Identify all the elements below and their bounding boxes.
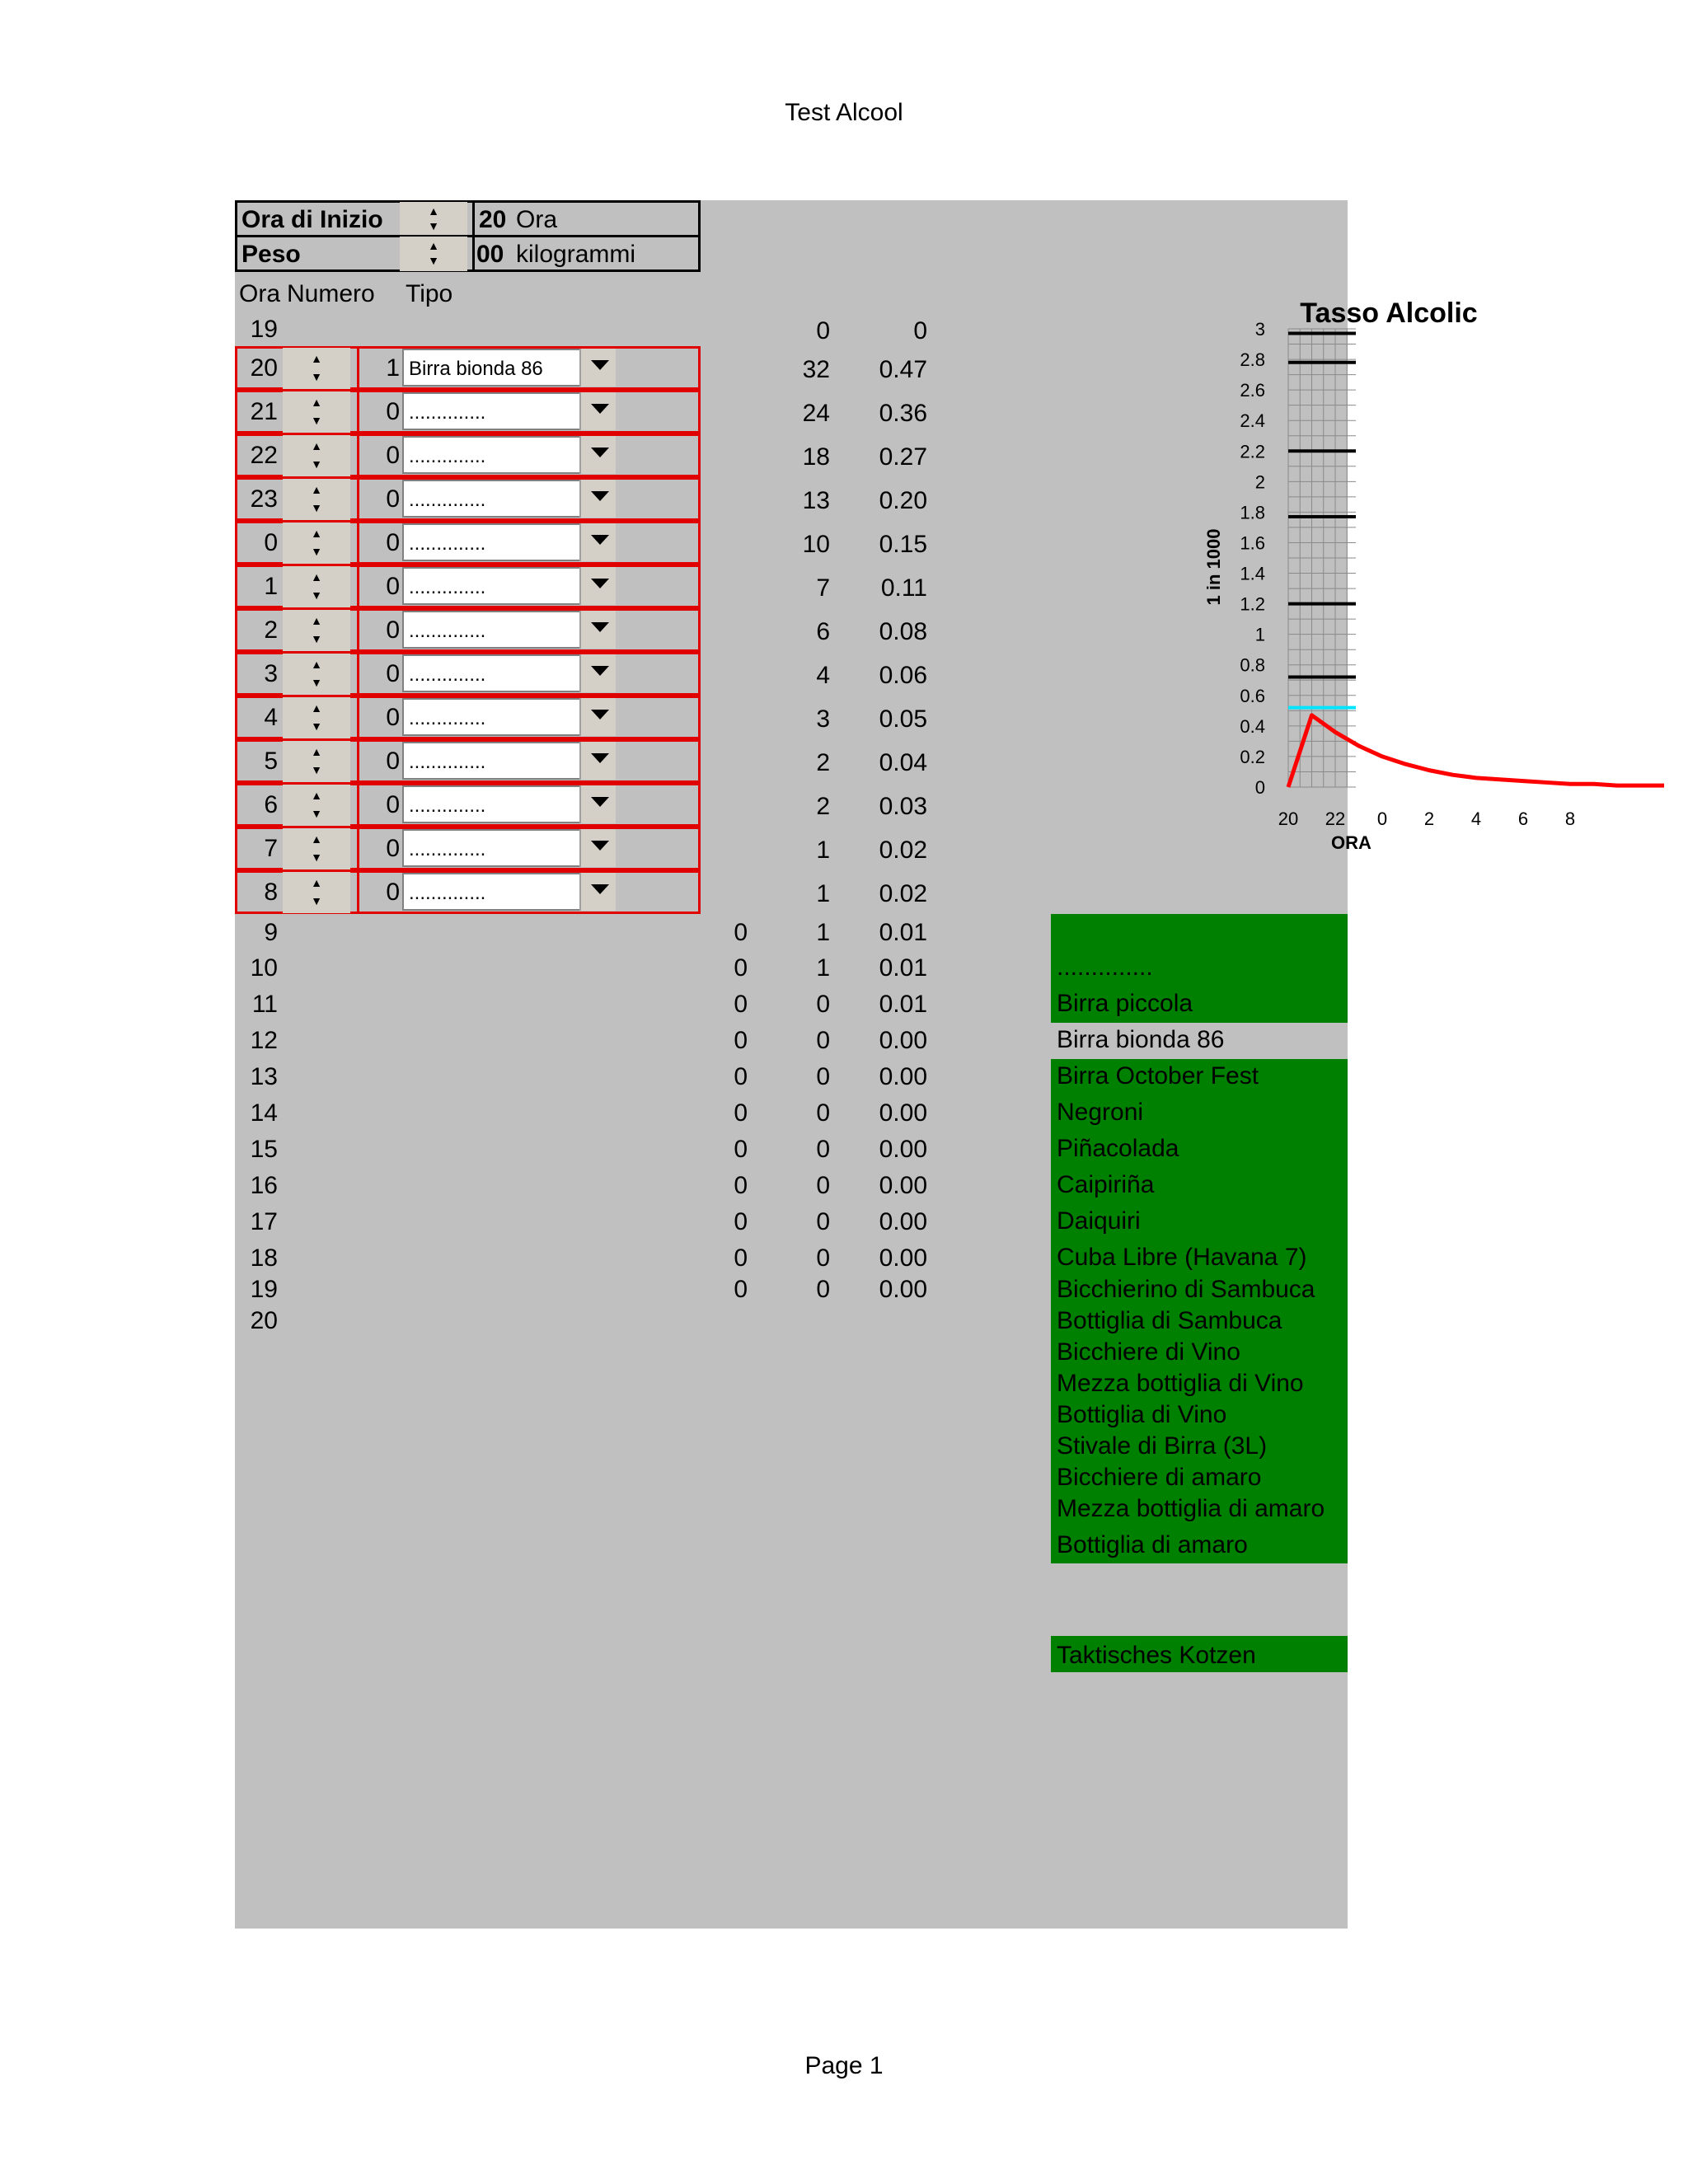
- count-cell: 0: [386, 398, 400, 425]
- y-tick-label: 0: [1254, 777, 1265, 798]
- value-cell: 7: [816, 574, 830, 602]
- drink-list-item[interactable]: Mezza bottiglia di amaro: [1057, 1495, 1325, 1522]
- drink-list-item[interactable]: Stivale di Birra (3L): [1057, 1432, 1268, 1460]
- count-cell: 0: [386, 573, 400, 600]
- dropdown-button[interactable]: [579, 873, 616, 911]
- chevron-down-icon: [591, 404, 609, 414]
- hour-cell: 19: [250, 316, 278, 343]
- start-hour-label: Ora di Inizio: [241, 206, 383, 233]
- value-cell: 0.00: [879, 1244, 927, 1272]
- drink-type-value: ..............: [409, 838, 486, 860]
- x-tick-label: 4: [1470, 808, 1482, 829]
- value-cell: 0: [816, 1099, 830, 1127]
- value-cell: 0: [913, 317, 927, 344]
- spin-up-icon[interactable]: ▲: [311, 352, 322, 365]
- value-cell: 0: [816, 1136, 830, 1163]
- hour-cell: 13: [250, 1063, 278, 1090]
- drink-type-value: ..............: [409, 532, 486, 555]
- spin-down-icon[interactable]: ▼: [311, 588, 322, 602]
- drink-type-value: ..............: [409, 794, 486, 817]
- spin-up-icon[interactable]: ▲: [311, 745, 322, 758]
- drink-type-select[interactable]: [402, 480, 584, 518]
- count-cell: 0: [386, 879, 400, 906]
- drink-type-value: ..............: [409, 707, 486, 729]
- y-tick-label: 1.6: [1240, 532, 1265, 554]
- value-cell: 4: [816, 662, 830, 689]
- chevron-down-icon: [591, 884, 609, 894]
- value-cell: 0.00: [879, 1208, 927, 1235]
- hour-cell: 6: [264, 791, 278, 818]
- value-cell: 0.01: [879, 919, 927, 946]
- value-cell: 0.00: [879, 1063, 927, 1090]
- dropdown-button[interactable]: [579, 436, 616, 474]
- weight-spinner[interactable]: [400, 237, 467, 271]
- y-tick-label: 0.8: [1240, 654, 1265, 676]
- value-cell: 0.00: [879, 1276, 927, 1303]
- spin-down-icon[interactable]: ▼: [311, 807, 322, 820]
- count-spinner[interactable]: [283, 348, 350, 389]
- chevron-down-icon: [591, 491, 609, 501]
- value-cell: 0: [816, 1244, 830, 1272]
- chevron-down-icon: [591, 535, 609, 545]
- spin-up-icon[interactable]: ▲: [311, 439, 322, 452]
- spin-down-icon[interactable]: ▼: [311, 851, 322, 864]
- value-cell: 0.00: [879, 1027, 927, 1054]
- spin-down-icon[interactable]: ▼: [311, 719, 322, 733]
- count-cell: 0: [386, 442, 400, 469]
- chart-grid: [1288, 329, 1356, 787]
- dropdown-button[interactable]: [579, 829, 616, 867]
- spin-down-icon[interactable]: ▼: [311, 676, 322, 689]
- value-cell: 0.00: [879, 1099, 927, 1127]
- drink-type-value: ..............: [409, 751, 486, 773]
- count-spinner[interactable]: [283, 523, 350, 564]
- drink-list-item[interactable]: Birra piccola: [1057, 990, 1193, 1017]
- spin-up-icon[interactable]: ▲: [311, 876, 322, 889]
- spin-up-icon[interactable]: ▲: [428, 204, 439, 218]
- value-cell: 0.03: [879, 793, 927, 820]
- value-cell: 0: [816, 1063, 830, 1090]
- y-tick-label: 2.4: [1240, 410, 1265, 432]
- y-tick-label: 2.6: [1240, 380, 1265, 401]
- drink-list-item[interactable]: Cuba Libre (Havana 7): [1057, 1244, 1307, 1271]
- x-tick-label: 6: [1517, 808, 1529, 829]
- value-cell: 1: [816, 954, 830, 982]
- hour-cell: 19: [250, 1276, 278, 1303]
- drink-type-select[interactable]: [402, 349, 584, 387]
- x-tick-label: 2: [1423, 808, 1435, 829]
- count-cell: 0: [386, 529, 400, 556]
- drink-type-select[interactable]: [402, 654, 584, 692]
- value-cell: 0: [734, 1208, 748, 1235]
- spin-down-icon[interactable]: ▼: [311, 501, 322, 514]
- weight-label: Peso: [241, 241, 301, 268]
- y-tick-label: 0.2: [1240, 746, 1265, 767]
- drink-list-item[interactable]: Bottiglia di Sambuca: [1057, 1307, 1282, 1334]
- col-type-header: Tipo: [406, 280, 453, 307]
- value-cell: 0: [734, 1276, 748, 1303]
- x-tick-label: 20: [1278, 808, 1299, 829]
- start-hour-value[interactable]: 20: [479, 206, 507, 233]
- value-cell: 0: [734, 954, 748, 982]
- dropdown-button[interactable]: [579, 742, 616, 780]
- count-spinner[interactable]: [283, 566, 350, 607]
- y-tick-label: 0.6: [1240, 685, 1265, 706]
- value-cell: 0.27: [879, 443, 927, 471]
- sheet-area: [235, 200, 1576, 1929]
- spin-up-icon[interactable]: ▲: [311, 527, 322, 540]
- spin-up-icon[interactable]: ▲: [311, 614, 322, 627]
- dropdown-button[interactable]: [579, 785, 616, 823]
- drink-type-select[interactable]: [402, 742, 584, 780]
- y-tick-label: 1.8: [1240, 502, 1265, 523]
- spin-down-icon[interactable]: ▼: [311, 414, 322, 427]
- value-cell: 0.04: [879, 749, 927, 776]
- value-cell: 0: [816, 1172, 830, 1199]
- hour-cell: 17: [250, 1208, 278, 1235]
- drink-type-value: ..............: [409, 882, 486, 904]
- chart-x-ticks: [1278, 808, 1575, 829]
- value-cell: 0: [734, 1172, 748, 1199]
- drink-type-select[interactable]: [402, 611, 584, 649]
- value-cell: 0: [816, 991, 830, 1018]
- hour-cell: 16: [250, 1172, 278, 1199]
- extra-list-item[interactable]: Taktisches Kotzen: [1057, 1642, 1256, 1669]
- spin-down-icon[interactable]: ▼: [311, 763, 322, 776]
- chevron-down-icon: [591, 579, 609, 588]
- value-cell: 24: [802, 400, 830, 427]
- spin-down-icon[interactable]: ▼: [311, 457, 322, 471]
- chevron-down-icon: [591, 622, 609, 632]
- count-spinner[interactable]: [283, 654, 350, 695]
- x-tick-label: 22: [1325, 808, 1346, 829]
- y-tick-label: 2: [1254, 471, 1265, 493]
- count-cell: 0: [386, 704, 400, 731]
- drink-list-item[interactable]: Birra October Fest: [1057, 1062, 1259, 1090]
- hour-cell: 8: [264, 879, 278, 906]
- chart-y-axis-label: 1 in 1000: [1203, 528, 1224, 606]
- count-spinner[interactable]: [283, 828, 350, 869]
- weight-row: [235, 235, 701, 272]
- drink-list-item[interactable]: ..............: [1057, 954, 1153, 981]
- value-cell: 1: [816, 919, 830, 946]
- y-tick-label: 1.2: [1240, 593, 1265, 615]
- dropdown-button[interactable]: [579, 392, 616, 430]
- hour-cell: 15: [250, 1136, 278, 1163]
- value-cell: 0.47: [879, 356, 927, 383]
- spin-down-icon[interactable]: ▼: [311, 545, 322, 558]
- count-cell: 0: [386, 616, 400, 644]
- spin-down-icon[interactable]: ▼: [428, 219, 439, 232]
- count-cell: 0: [386, 660, 400, 687]
- value-cell: 0: [734, 1136, 748, 1163]
- drink-type-select[interactable]: [402, 523, 584, 561]
- col-number-header: Numero: [287, 280, 375, 307]
- y-tick-label: 2.2: [1240, 441, 1265, 462]
- value-cell: 0: [816, 1276, 830, 1303]
- value-cell: 0: [816, 1208, 830, 1235]
- count-spinner[interactable]: [283, 785, 350, 826]
- y-tick-label: 1.4: [1240, 563, 1265, 584]
- start-hour-unit: Ora: [516, 206, 558, 233]
- value-cell: 0.05: [879, 705, 927, 733]
- spin-up-icon[interactable]: ▲: [311, 396, 322, 409]
- drink-list-item[interactable]: Bicchierino di Sambuca: [1057, 1276, 1315, 1303]
- drink-list-item[interactable]: Bicchiere di amaro: [1057, 1464, 1262, 1491]
- chevron-down-icon: [591, 841, 609, 851]
- hour-cell: 21: [250, 398, 278, 425]
- value-cell: 6: [816, 618, 830, 645]
- page-footer: Page 1: [804, 2052, 884, 2079]
- value-cell: 0.15: [879, 531, 927, 558]
- start-hour-row: [235, 200, 701, 237]
- drink-type-value: ..............: [409, 663, 486, 686]
- value-cell: 0.11: [880, 574, 927, 602]
- hour-cell: 23: [250, 485, 278, 513]
- value-cell: 0: [734, 1063, 748, 1090]
- y-tick-label: 1: [1254, 624, 1265, 645]
- hour-cell: 4: [264, 704, 278, 731]
- drink-type-select[interactable]: [402, 873, 584, 911]
- value-cell: 1: [816, 880, 830, 907]
- spin-down-icon[interactable]: ▼: [311, 370, 322, 383]
- drink-type-value: ..............: [409, 401, 486, 424]
- chevron-down-icon: [591, 753, 609, 763]
- value-cell: 0: [734, 1099, 748, 1127]
- value-cell: 0.06: [879, 662, 927, 689]
- spin-up-icon[interactable]: ▲: [311, 570, 322, 583]
- count-spinner[interactable]: [283, 610, 350, 651]
- hour-cell: 5: [264, 748, 278, 775]
- spin-up-icon[interactable]: ▲: [311, 832, 322, 846]
- x-tick-label: 0: [1376, 808, 1388, 829]
- value-cell: 10: [802, 531, 830, 558]
- hour-cell: 9: [264, 919, 278, 946]
- chart-title: Tasso Alcolic: [1300, 298, 1478, 329]
- drink-type-select[interactable]: [402, 785, 584, 823]
- value-cell: 0.00: [879, 1136, 927, 1163]
- value-cell: 0: [734, 1027, 748, 1054]
- hour-cell: 10: [250, 954, 278, 982]
- x-tick-label: 8: [1564, 808, 1576, 829]
- hour-cell: 12: [250, 1027, 278, 1054]
- dropdown-button[interactable]: [579, 698, 616, 736]
- hour-cell: 0: [264, 529, 278, 556]
- drink-type-value: ..............: [409, 445, 486, 467]
- value-cell: 2: [816, 793, 830, 820]
- count-cell: 1: [386, 354, 400, 382]
- col-hour-header: Ora: [239, 280, 281, 307]
- hour-cell: 7: [264, 835, 278, 862]
- drink-list-item[interactable]: Birra bionda 86: [1057, 1026, 1225, 1053]
- drink-type-select[interactable]: [402, 698, 584, 736]
- count-cell: 0: [386, 748, 400, 775]
- count-spinner[interactable]: [283, 391, 350, 433]
- drink-type-value: ..............: [409, 489, 486, 511]
- spin-up-icon[interactable]: ▲: [311, 701, 322, 715]
- value-cell: 1: [816, 837, 830, 864]
- value-cell: 0: [816, 1027, 830, 1054]
- spin-up-icon[interactable]: ▲: [311, 658, 322, 671]
- count-spinner[interactable]: [283, 479, 350, 520]
- drink-type-value: Birra bionda 86: [409, 358, 543, 380]
- value-cell: 18: [802, 443, 830, 471]
- count-spinner[interactable]: [283, 697, 350, 738]
- page-title: Test Alcool: [785, 99, 903, 126]
- hour-cell: 11: [251, 991, 278, 1018]
- count-cell: 0: [386, 791, 400, 818]
- count-cell: 0: [386, 485, 400, 513]
- y-tick-label: 2.8: [1240, 349, 1265, 371]
- value-cell: 32: [802, 356, 830, 383]
- drink-list-item[interactable]: Mezza bottiglia di Vino: [1057, 1370, 1304, 1397]
- count-spinner[interactable]: [283, 435, 350, 476]
- value-cell: 3: [816, 705, 830, 733]
- value-cell: 0.02: [879, 837, 927, 864]
- spin-down-icon[interactable]: ▼: [311, 894, 322, 907]
- dropdown-button[interactable]: [579, 480, 616, 518]
- value-cell: 0.02: [879, 880, 927, 907]
- value-cell: 0.08: [879, 618, 927, 645]
- dropdown-button[interactable]: [579, 567, 616, 605]
- drink-list-item[interactable]: Negroni: [1057, 1099, 1144, 1126]
- chevron-down-icon: [591, 666, 609, 676]
- value-cell: 0: [734, 919, 748, 946]
- count-spinner[interactable]: [283, 741, 350, 782]
- drink-type-select[interactable]: [402, 392, 584, 430]
- drink-list-item[interactable]: Bicchiere di Vino: [1057, 1338, 1240, 1366]
- drink-type-value: ..............: [409, 620, 486, 642]
- drink-list-item[interactable]: Bottiglia di Vino: [1057, 1401, 1227, 1428]
- chevron-down-icon: [591, 360, 609, 370]
- y-tick-label: 0.4: [1240, 715, 1265, 737]
- hour-cell: 3: [264, 660, 278, 687]
- value-cell: 0.36: [879, 400, 927, 427]
- dropdown-button[interactable]: [579, 611, 616, 649]
- value-cell: 0.00: [879, 1172, 927, 1199]
- drink-type-value: ..............: [409, 576, 486, 598]
- hour-cell: 22: [250, 442, 278, 469]
- spin-up-icon[interactable]: ▲: [311, 789, 322, 802]
- count-cell: 0: [386, 835, 400, 862]
- weight-unit: kilogrammi: [516, 241, 636, 268]
- dropdown-button[interactable]: [579, 349, 616, 387]
- drink-list-item[interactable]: Caipiriña: [1057, 1171, 1155, 1198]
- chevron-down-icon: [591, 448, 609, 457]
- value-cell: 0.01: [879, 954, 927, 982]
- value-cell: 0: [816, 317, 830, 344]
- alcohol-chart: [960, 250, 1576, 1008]
- value-cell: 13: [802, 487, 830, 514]
- spin-down-icon[interactable]: ▼: [311, 632, 322, 645]
- drink-list-item[interactable]: Piñacolada: [1057, 1135, 1179, 1162]
- drink-list-item[interactable]: Daiquiri: [1057, 1207, 1141, 1235]
- weight-value[interactable]: 00: [476, 241, 504, 268]
- value-cell: 0: [734, 991, 748, 1018]
- hour-cell: 20: [250, 354, 278, 382]
- hour-cell: 18: [250, 1244, 278, 1272]
- hour-cell: 20: [250, 1307, 278, 1334]
- count-spinner[interactable]: [283, 872, 350, 913]
- dropdown-button[interactable]: [579, 523, 616, 561]
- spin-down-icon[interactable]: ▼: [428, 254, 439, 267]
- value-cell: 0.20: [879, 487, 927, 514]
- chart-x-axis-label: ORA: [1331, 832, 1372, 853]
- start-hour-spinner[interactable]: [400, 202, 467, 237]
- drink-type-select[interactable]: [402, 436, 584, 474]
- value-cell: 0: [734, 1244, 748, 1272]
- y-tick-label: 3: [1254, 319, 1265, 340]
- chevron-down-icon: [591, 797, 609, 807]
- dropdown-button[interactable]: [579, 654, 616, 692]
- spin-up-icon[interactable]: ▲: [311, 483, 322, 496]
- drink-type-select[interactable]: [402, 567, 584, 605]
- chart-y-ticks: [1240, 319, 1265, 798]
- value-cell: 0.01: [879, 991, 927, 1018]
- hour-cell: 2: [264, 616, 278, 644]
- value-cell: 2: [816, 749, 830, 776]
- drink-type-select[interactable]: [402, 829, 584, 867]
- spin-up-icon[interactable]: ▲: [428, 239, 439, 252]
- hour-cell: 14: [250, 1099, 278, 1127]
- chevron-down-icon: [591, 710, 609, 719]
- hour-cell: 1: [264, 573, 278, 600]
- drink-list-item[interactable]: Bottiglia di amaro: [1057, 1531, 1248, 1558]
